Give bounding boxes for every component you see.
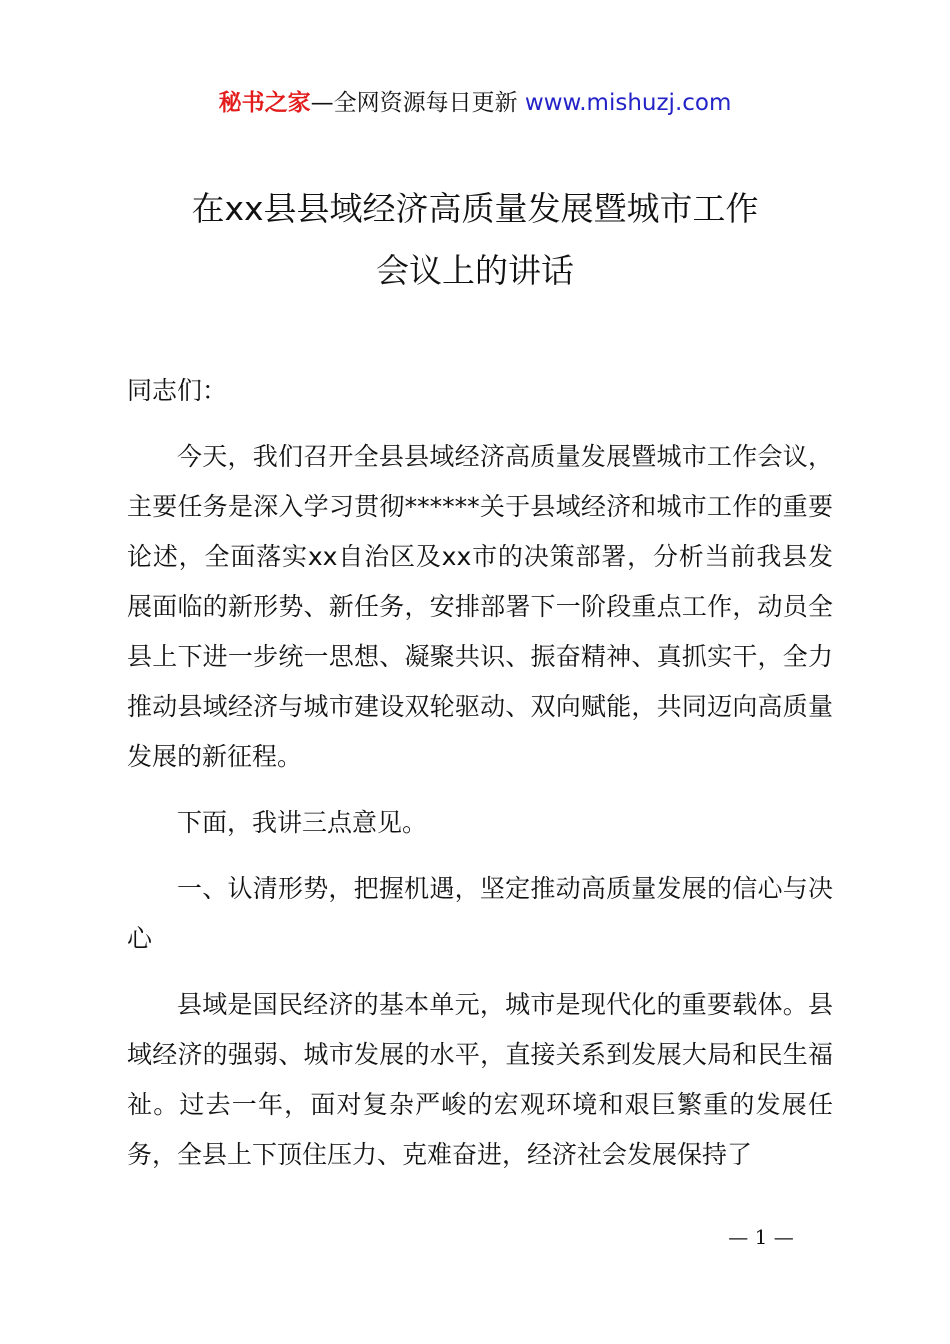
title-line-2: 会议上的讲话	[376, 251, 574, 290]
header-tagline: —全网资源每日更新	[310, 90, 518, 116]
site-url-link[interactable]: www.mishuzj.com	[524, 90, 732, 116]
site-header	[0, 86, 950, 120]
paragraph-section-1: 县域是国民经济的基本单元，城市是现代化的重要载体。县域经济的强弱、城市发展的水平，直接关系到发展大局和民生福祉。过去一年，面对复杂严峻的宏观环境和艰巨繁重的发展任务，全县上下顶住压力、克难奋进，经济社会发展保持了	[127, 990, 833, 1169]
brand-name: 秘书之家	[218, 90, 311, 116]
title-line-1: 在xx县县域经济高质量发展暨城市工作	[191, 189, 759, 228]
paragraph-outline: 下面，我讲三点意见。	[177, 808, 428, 837]
document-body	[127, 366, 833, 1196]
section-heading-1: 一、认清形势，把握机遇，坚定推动高质量发展的信心与决心	[127, 874, 833, 953]
salutation: 同志们：	[127, 376, 228, 405]
page-number: — 1 —	[728, 1225, 794, 1249]
document-title	[0, 178, 950, 302]
paragraph-intro: 今天，我们召开全县县域经济高质量发展暨城市工作会议，主要任务是深入学习贯彻******关于县域经济和城市工作的重要论述，全面落实xx自治区及xx市的决策部署，分析当前我县发展面临的新形势、新任务，安排部署下一阶段重点工作，动员全县上下进一步统一思想、凝聚共识、振奋精神、真抓实干，全力推动县域经济与城市建设双轮驱动、双向赋能，共同迈向高质量发展的新征程。	[127, 442, 833, 771]
